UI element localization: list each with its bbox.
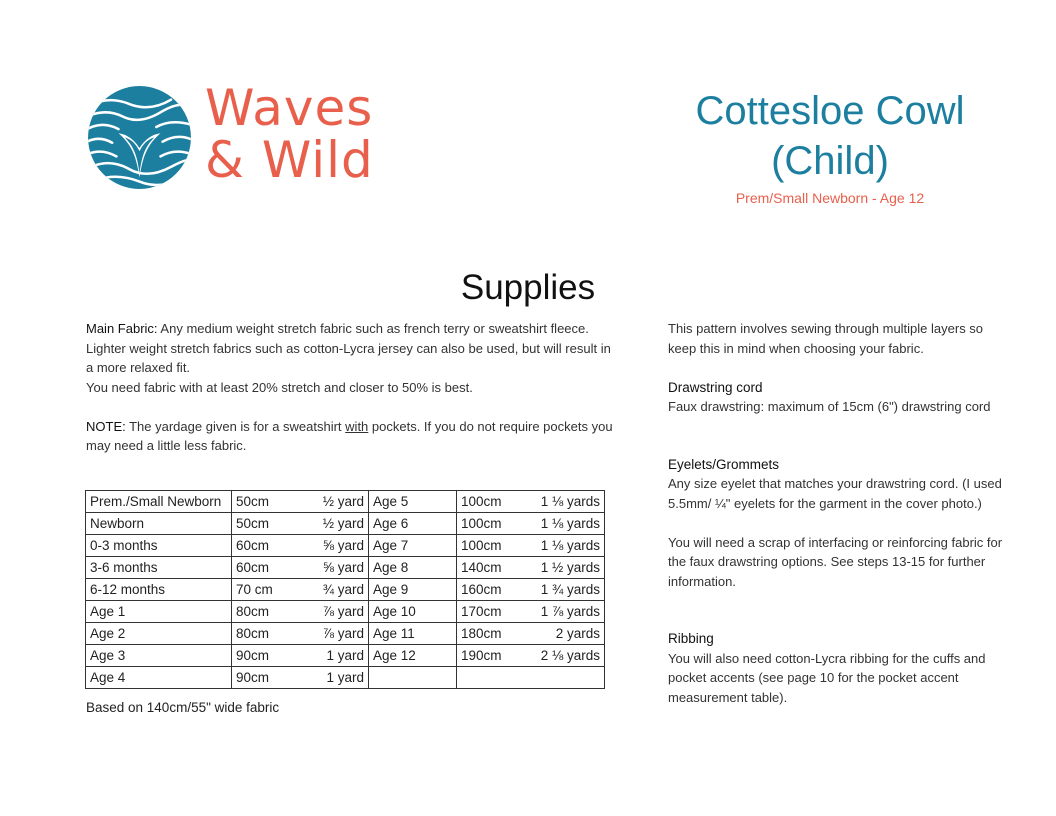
drawstring-heading: Drawstring cord [668,379,763,395]
table-row [86,579,605,601]
yard-value: 2 yards [555,626,600,641]
size-cell: Age 8 [369,557,457,579]
measure-cell [232,491,369,513]
measure-cell [457,513,605,535]
pattern-title-line-1: Cottesloe Cowl [695,89,965,133]
ribbing-heading: Ribbing [668,631,714,646]
cm-value: 100cm [461,494,502,509]
table-row [86,623,605,645]
yard-value: ½ yard [322,494,364,509]
measure-cell [232,557,369,579]
measure-cell [232,513,369,535]
eyelets-heading: Eyelets/Grommets [668,456,780,472]
cm-value: 50cm [236,494,270,509]
pattern-title-line-2: (Child) [771,139,889,183]
note-paragraph [86,417,616,456]
drawstring-text: Faux drawstring: maximum of 15cm (6") drawstring cord [668,399,991,414]
yard-value: ¾ yard [322,582,364,597]
measure-cell [232,645,369,667]
interfacing-text: You will need a scrap of interfacing or reinforcing fabric for the faux drawstring options. See steps 13-15 for further information. [668,534,1003,589]
size-cell: Age 3 [86,645,232,667]
measure-cell [457,601,605,623]
size-cell: Age 1 [86,601,232,623]
main-fabric-section [86,319,616,456]
cm-value: 80cm [236,604,270,619]
whale-tail-wave-icon [87,85,192,190]
yard-value: 1 ⅞ yards [540,604,600,619]
yard-value: 2 ⅛ yards [540,648,600,663]
cm-value: 140cm [461,560,502,575]
cm-value: 80cm [236,626,270,641]
size-cell: 3-6 months [86,557,232,579]
main-fabric-paragraph [86,319,616,378]
main-fabric-text: Any medium weight stretch fabric such as french terry or sweatshirt fleece. Lighter weight stretch fabrics such as cotton-Lycra jersey can also be used, but will result in a more relaxed fit. [86,321,611,375]
yard-value: 1 ½ yards [540,560,600,575]
size-cell: Age 10 [369,601,457,623]
yard-value: ½ yard [322,516,364,531]
note-text-post: pockets. If you do not require pockets you may need a little less fabric. [86,418,613,453]
table-row [86,645,605,667]
table-row [86,535,605,557]
yardage-table [85,490,605,689]
size-cell: Age 6 [369,513,457,535]
measure-cell [457,667,605,689]
note-text-underlined: with [345,418,369,434]
cm-value: 90cm [236,648,270,663]
size-cell: Age 12 [369,645,457,667]
measure-cell [457,645,605,667]
pattern-size-range: Prem/Small Newborn - Age 12 [735,190,925,206]
size-cell: Age 2 [86,623,232,645]
ribbing-text: You will also need cotton-Lycra ribbing for the cuffs and pocket accents (see page 10 for the pocket accent measurement table). [668,650,986,705]
cm-value: 100cm [461,538,502,553]
size-cell: Prem./Small Newborn [86,491,232,513]
yard-value: 1 yard [326,670,364,685]
cm-value: 50cm [236,516,270,531]
yard-value: ⅝ yard [322,538,364,553]
measure-cell [232,623,369,645]
yard-value: ⅝ yard [322,560,364,575]
waves-wild-logo [87,85,192,190]
measure-cell [457,491,605,513]
cm-value: 70 cm [236,582,273,597]
brand-line-2: & Wild [205,131,374,189]
cm-value: 100cm [461,516,502,531]
table-row [86,601,605,623]
supplies-right-column [668,319,1008,707]
size-cell: Age 9 [369,579,457,601]
note-label: NOTE: [86,418,126,434]
yard-value: 1 ¾ yards [540,582,600,597]
table-row [86,513,605,535]
yard-value: 1 yard [326,648,364,663]
size-cell: Newborn [86,513,232,535]
stretch-paragraph: You need fabric with at least 20% stretch and closer to 50% is best. [86,379,473,395]
yard-value: ⅞ yard [322,604,364,619]
cm-value: 90cm [236,670,270,685]
size-cell: 0-3 months [86,535,232,557]
cm-value: 60cm [236,538,270,553]
section-heading: Supplies [460,268,596,307]
size-cell [369,667,457,689]
yard-value: 1 ⅛ yards [540,494,600,509]
layers-intro: This pattern involves sewing through multiple layers so keep this in mind when choosing your fabric. [668,321,984,356]
size-cell: Age 7 [369,535,457,557]
table-row [86,667,605,689]
cm-value: 170cm [461,604,502,619]
measure-cell [232,535,369,557]
size-cell: Age 4 [86,667,232,689]
table-footnote: Based on 140cm/55" wide fabric [86,700,280,715]
cm-value: 180cm [461,626,502,641]
measure-cell [457,557,605,579]
brand-wordmark [205,79,374,189]
cm-value: 60cm [236,560,270,575]
measure-cell [232,601,369,623]
main-fabric-label: Main Fabric: [86,321,158,336]
brand-line-1: Waves [205,79,374,137]
measure-cell [232,579,369,601]
size-cell: Age 5 [369,491,457,513]
measure-cell [457,623,605,645]
measure-cell [457,535,605,557]
table-row [86,491,605,513]
measure-cell [232,667,369,689]
size-cell: 6-12 months [86,579,232,601]
pattern-title-block [640,86,1020,206]
table-row [86,557,605,579]
yard-value: ⅞ yard [322,626,364,641]
cm-value: 160cm [461,582,502,597]
eyelets-text: Any size eyelet that matches your drawstring cord. (I used 5.5mm/ ¼" eyelets for the garment in the cover photo.) [668,476,1002,511]
cm-value: 190cm [461,648,502,663]
size-cell: Age 11 [369,623,457,645]
measure-cell [457,579,605,601]
yard-value: 1 ⅛ yards [540,538,600,553]
yard-value: 1 ⅛ yards [540,516,600,531]
note-text-pre: The yardage given is for a sweatshirt [125,418,346,434]
